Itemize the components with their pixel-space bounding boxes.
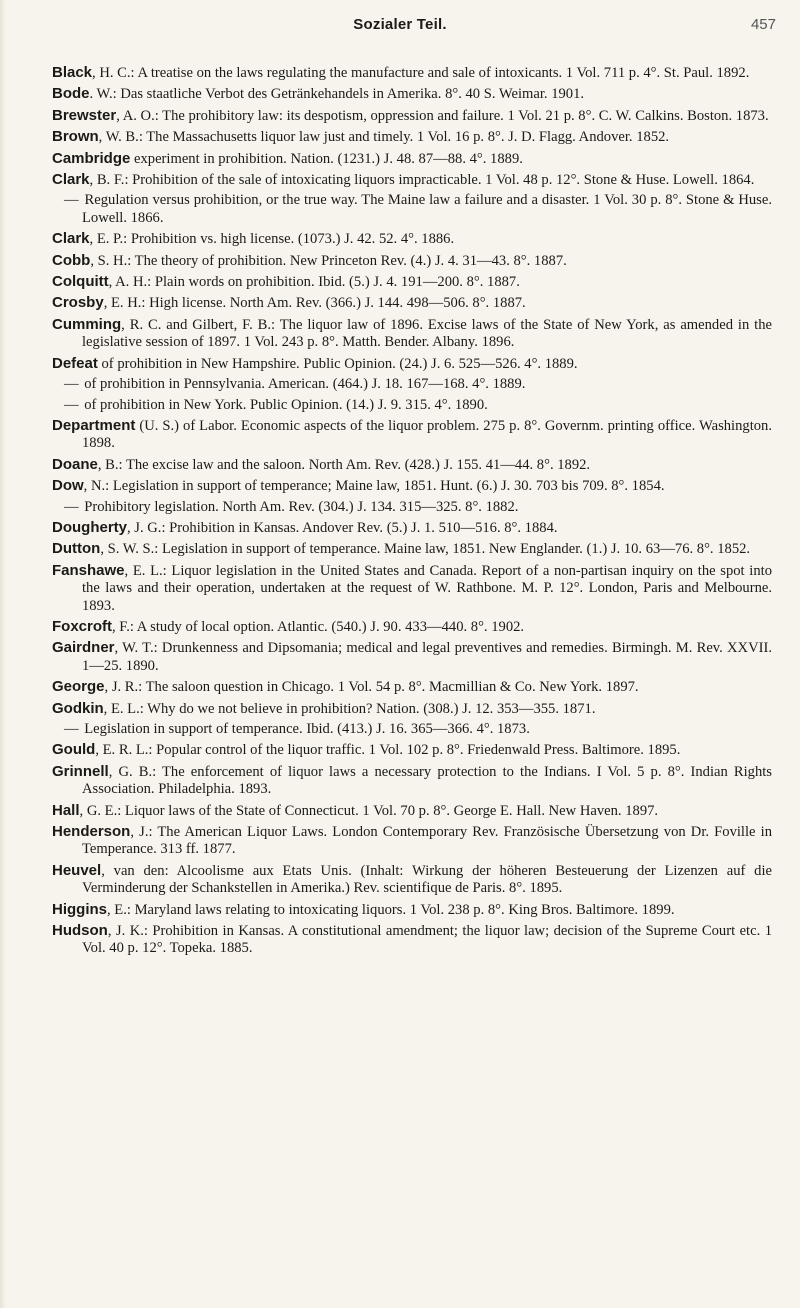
ditto-dash: — xyxy=(64,192,83,209)
entry-text: of prohibition in Pennsylvania. American. (464.) J. 18. 167—168. 4°. 1889. xyxy=(84,376,526,393)
bibliography-entry xyxy=(52,128,772,146)
bibliography-entry xyxy=(52,64,772,82)
bibliography-entry xyxy=(52,862,772,898)
entry-text: , J. G.: Prohibition in Kansas. Andover Rev. (5.) J. 1. 510—516. 8°. 1884. xyxy=(127,519,558,536)
entry-author: Cumming xyxy=(52,315,122,333)
entry-author: Henderson xyxy=(52,823,131,841)
entry-author: Dutton xyxy=(52,540,101,558)
entry-author: Hall xyxy=(52,801,80,819)
entry-author: Department xyxy=(52,416,136,434)
ditto-dash: — xyxy=(64,498,83,515)
bibliography-entry xyxy=(52,763,772,799)
entry-text: , E.: Maryland laws relating to intoxicating liquors. 1 Vol. 238 p. 8°. King Bros. Baltimore. 1899. xyxy=(107,901,675,918)
entry-author: Heuvel xyxy=(52,861,102,879)
entry-author: Cobb xyxy=(52,251,91,269)
bibliography-entry xyxy=(52,540,772,558)
ditto-dash: — xyxy=(64,721,83,737)
entry-author: Colquitt xyxy=(52,273,109,291)
entry-text: Prohibitory legislation. North Am. Rev. (304.) J. 134. 315—325. 8°. 1882. xyxy=(84,498,519,515)
entry-text: , E. P.: Prohibition vs. high license. (1073.) J. 42. 52. 4°. 1886. xyxy=(89,231,455,248)
entry-author: Foxcroft xyxy=(52,617,112,635)
entry-text: , B. F.: Prohibition of the sale of intoxicating liquors impracticable. 1 Vol. 48 p. 12°. Stone & Huse. Lowell. 1864. xyxy=(89,172,755,189)
entry-text: of prohibition in New Hampshire. Public Opinion. (24.) J. 6. 525—526. 4°. 1889. xyxy=(97,355,578,372)
entry-text: (U. S.) of Labor. Economic aspects of the liquor problem. 275 p. 8°. Governm. printing office. Washington. 1898. xyxy=(82,417,772,452)
entry-author: Dow xyxy=(52,477,84,495)
entry-text: experiment in prohibition. Nation. (1231.) J. 48. 87—88. 4°. 1889. xyxy=(130,150,523,167)
entry-text: , J. K.: Prohibition in Kansas. A constitutional amendment; the liquor law; decision of the Supreme Court etc. 1 Vol. 40 p. 12°. Topeka. 1885. xyxy=(82,923,772,957)
bibliography-entry xyxy=(52,618,772,636)
entry-author: George xyxy=(52,678,105,696)
entry-text: , N.: Legislation in support of temperance; Maine law, 1851. Hunt. (6.) J. 30. 703 bis 709. 8°. 1854. xyxy=(83,478,665,495)
bibliography-entry xyxy=(52,721,772,738)
bibliography-entry xyxy=(52,85,772,103)
bibliography-entry xyxy=(52,397,772,414)
entry-author: Defeat xyxy=(52,354,98,372)
bibliography-entry xyxy=(52,150,772,168)
entry-author: Gould xyxy=(52,741,96,759)
entry-text: , E. R. L.: Popular control of the liquor traffic. 1 Vol. 102 p. 8°. Friedenwald Press. Baltimore. 1895. xyxy=(95,742,681,759)
entry-text: Regulation versus prohibition, or the true way. The Maine law a failure and a disaster. 1 Vol. 30 p. 8°. Stone & Huse. Lowell. 1866. xyxy=(82,192,772,226)
running-title: Sozialer Teil. xyxy=(353,16,447,33)
entry-author: Godkin xyxy=(52,699,104,717)
bibliography-entry xyxy=(52,741,772,759)
entry-text: , J.: The American Liquor Laws. London Contemporary Rev. Französische Übersetzung von Dr. Foville in Temperance. 313 ff. 1877. xyxy=(82,824,772,858)
bibliography-entry xyxy=(52,922,772,958)
entry-author: Higgins xyxy=(52,900,107,918)
entry-text: , A. H.: Plain words on prohibition. Ibid. (5.) J. 4. 191—200. 8°. 1887. xyxy=(108,274,520,291)
entry-text: , H. C.: A treatise on the laws regulating the manufacture and sale of intoxicants. 1 Vol. 711 p. 4°. St. Paul. 1892. xyxy=(92,65,750,81)
entry-text: , G. E.: Liquor laws of the State of Connecticut. 1 Vol. 70 p. 8°. George E. Hall. New Haven. 1897. xyxy=(79,802,659,819)
entry-author: Brown xyxy=(52,128,99,146)
page-edge-shadow xyxy=(0,0,6,1308)
entry-text: , F.: A study of local option. Atlantic. (540.) J. 90. 433—440. 8°. 1902. xyxy=(112,618,525,635)
bibliography-entry xyxy=(52,273,772,291)
bibliography-entry xyxy=(52,294,772,312)
bibliography-entry xyxy=(52,519,772,537)
entry-text: , E. L.: Why do we not believe in prohibition? Nation. (308.) J. 12. 353—355. 1871. xyxy=(103,700,596,717)
bibliography-entry xyxy=(52,252,772,270)
entry-text: , R. C. and Gilbert, F. B.: The liquor law of 1896. Excise laws of the State of New York, as amended in the legislative session of 1897. 1 Vol. 243 p. 8°. Matth. Bender. Albany. 1896. xyxy=(82,316,772,351)
entry-text: , E. L.: Liquor legislation in the United States and Canada. Report of a non-partisan inquiry on the spot into the laws and their operation, undertaken at the request of W. Rathbone. M. P. 12°. London, Paris and Melbourne. 1893. xyxy=(82,562,772,614)
bibliography-entry xyxy=(52,417,772,453)
entry-author: Clark xyxy=(52,171,90,189)
bibliography-entry xyxy=(52,700,772,718)
bibliography-entry xyxy=(52,316,772,352)
bibliography-entry xyxy=(52,376,772,393)
bibliography-list xyxy=(52,64,772,961)
entry-text: , J. R.: The saloon question in Chicago. 1 Vol. 54 p. 8°. Macmillian & Co. New York. 1897. xyxy=(104,679,639,696)
entry-author: Brewster xyxy=(52,106,117,124)
bibliography-entry xyxy=(52,355,772,373)
entry-text: , G. B.: The enforcement of liquor laws a necessary protection to the Indians. I Vol. 5 p. 8°. Indian Rights Association. Philadelphia. 1893. xyxy=(82,763,772,798)
entry-author: Doane xyxy=(52,455,98,473)
entry-author: Bode xyxy=(52,85,90,103)
entry-author: Gairdner xyxy=(52,639,115,657)
entry-author: Grinnell xyxy=(52,762,109,780)
entry-author: Crosby xyxy=(52,294,104,312)
bibliography-entry xyxy=(52,499,772,516)
entry-text: , S. W. S.: Legislation in support of temperance. Maine law, 1851. New Englander. (1.) J. 10. 63—76. 8°. 1852. xyxy=(100,541,751,558)
bibliography-entry xyxy=(52,171,772,189)
entry-author: Black xyxy=(52,64,93,81)
bibliography-entry xyxy=(52,562,772,615)
entry-text: Legislation in support of temperance. Ibid. (413.) J. 16. 365—366. 4°. 1873. xyxy=(84,721,530,737)
entry-author: Cambridge xyxy=(52,149,131,167)
entry-author: Hudson xyxy=(52,922,108,940)
bibliography-entry xyxy=(52,107,772,125)
entry-author: Dougherty xyxy=(52,518,127,536)
bibliography-entry xyxy=(52,639,772,675)
page-number: 457 xyxy=(750,16,776,33)
bibliography-entry xyxy=(52,678,772,696)
entry-author: Clark xyxy=(52,230,90,248)
ditto-dash: — xyxy=(64,396,83,413)
entry-text: , S. H.: The theory of prohibition. New Princeton Rev. (4.) J. 4. 31—43. 8°. 1887. xyxy=(90,252,567,269)
bibliography-entry xyxy=(52,192,772,227)
ditto-dash: — xyxy=(64,376,83,393)
entry-author: Fanshawe xyxy=(52,561,125,579)
entry-text: . W.: Das staatliche Verbot des Getränkehandels in Amerika. 8°. 40 S. Weimar. 1901. xyxy=(89,86,585,103)
entry-text: , E. H.: High license. North Am. Rev. (366.) J. 144. 498—506. 8°. 1887. xyxy=(103,295,526,312)
entry-text: , A. O.: The prohibitory law: its despotism, oppression and failure. 1 Vol. 21 p. 8°. C. W. Calkins. Boston. 1873. xyxy=(116,107,769,124)
entry-text: of prohibition in New York. Public Opinion. (14.) J. 9. 315. 4°. 1890. xyxy=(84,396,488,413)
entry-text: , van den: Alcoolisme aux Etats Unis. (Inhalt: Wirkung der höheren Besteuerung der Lizenzen auf die Verminderung der Schankstellen in Amerika.) Rev. scientifique de Paris. 8°. 1895. xyxy=(82,862,772,897)
entry-text: , W. T.: Drunkenness and Dipsomania; medical and legal preventives and remedies. Birmingh. M. Rev. XXVII. 1—25. 1890. xyxy=(82,640,772,674)
bibliography-entry xyxy=(52,823,772,859)
bibliography-entry xyxy=(52,456,772,474)
entry-text: , B.: The excise law and the saloon. North Am. Rev. (428.) J. 155. 41—44. 8°. 1892. xyxy=(97,456,591,473)
bibliography-entry xyxy=(52,802,772,820)
bibliography-entry xyxy=(52,477,772,495)
bibliography-entry xyxy=(52,230,772,248)
page-header xyxy=(0,16,800,40)
entry-text: , W. B.: The Massachusetts liquor law just and timely. 1 Vol. 16 p. 8°. J. D. Flagg. Andover. 1852. xyxy=(98,129,670,146)
bibliography-entry xyxy=(52,901,772,919)
